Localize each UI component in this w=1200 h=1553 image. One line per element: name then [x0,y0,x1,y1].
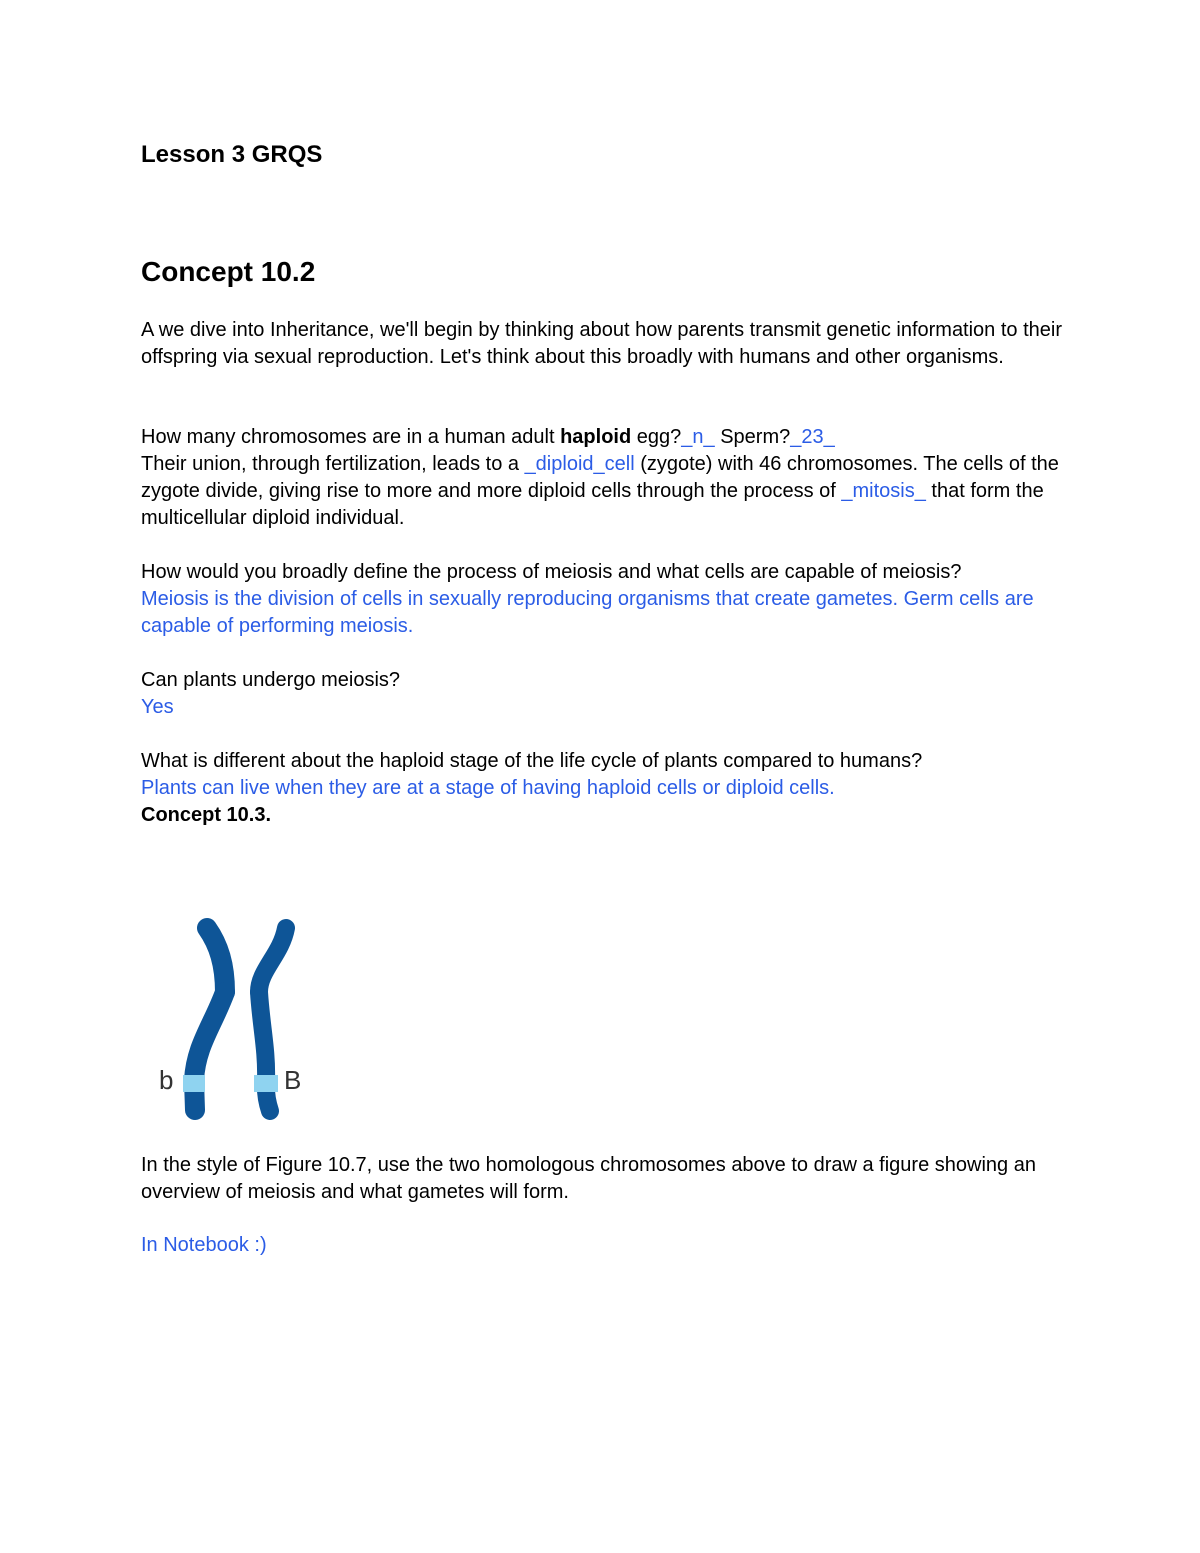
right-allele-band [254,1075,278,1092]
question-figure-meiosis: In the style of Figure 10.7, use the two homologous chromosomes above to draw a figure showing an overview of meiosis and what gametes will form. [141,1154,1036,1203]
sperm-answer: _23_ [790,426,835,448]
diploid-answer: _diploid_cell [524,453,635,475]
q1-text-5: (zygote) with 46 chromosomes. The cells of the zygote divide, giving rise to more and more diploid cells through the process of [141,453,1059,502]
intro-paragraph: A we dive into Inheritance, we'll begin by thinking about how parents transmit genetic information to their offspring via sexual reproduction. Let's think about this broadly with humans and other organisms. [141,319,1063,368]
q1-text-4: Their union, through fertilization, leads to a [141,453,525,475]
question-meiosis-definition [141,559,1071,640]
question-haploid-stage [141,748,1071,829]
q1-text-3: Sperm? [714,426,791,448]
q1-text-1: How many chromosomes are in a human adult [141,426,561,448]
right-allele-label: B [284,1065,302,1095]
right-chromosome-upper-arm [259,928,286,992]
question-plants-meiosis [141,667,1071,721]
q3-answer: Yes [141,696,174,718]
left-allele-label: b [159,1065,174,1095]
q4-question: What is different about the haploid stage of the life cycle of plants compared to humans? [141,750,923,772]
concept-heading-10-2: Concept 10.2 [141,256,316,287]
left-chromosome-lower-arm [194,992,225,1110]
q3-question: Can plants undergo meiosis? [141,669,401,691]
q4-answer: Plants can live when they are at a stage of having haploid cells or diploid cells. [141,777,835,799]
mitosis-answer: _mitosis_ [841,480,926,502]
q2-answer: Meiosis is the division of cells in sexually reproducing organisms that create gametes. Germ cells are capable of performing meiosis. [141,588,1034,637]
q2-question: How would you broadly define the process of meiosis and what cells are capable of meiosis? [141,561,962,583]
chromosome-diagram [141,915,341,1135]
question-chromosome-count [141,424,1071,532]
q1-text-2: egg? [631,426,682,448]
concept-heading-10-3: Concept 10.3. [141,804,272,826]
lesson-title: Lesson 3 GRQS [141,141,323,168]
right-chromosome-lower-arm [259,992,270,1111]
egg-answer: _n_ [681,426,715,448]
q5-answer: In Notebook :) [141,1234,267,1256]
left-allele-band [183,1075,205,1092]
homologous-chromosomes-figure [141,915,341,1135]
q1-text-6: that form the multicellular diploid individual. [141,480,1044,529]
q1-bold-haploid: haploid [560,426,632,448]
